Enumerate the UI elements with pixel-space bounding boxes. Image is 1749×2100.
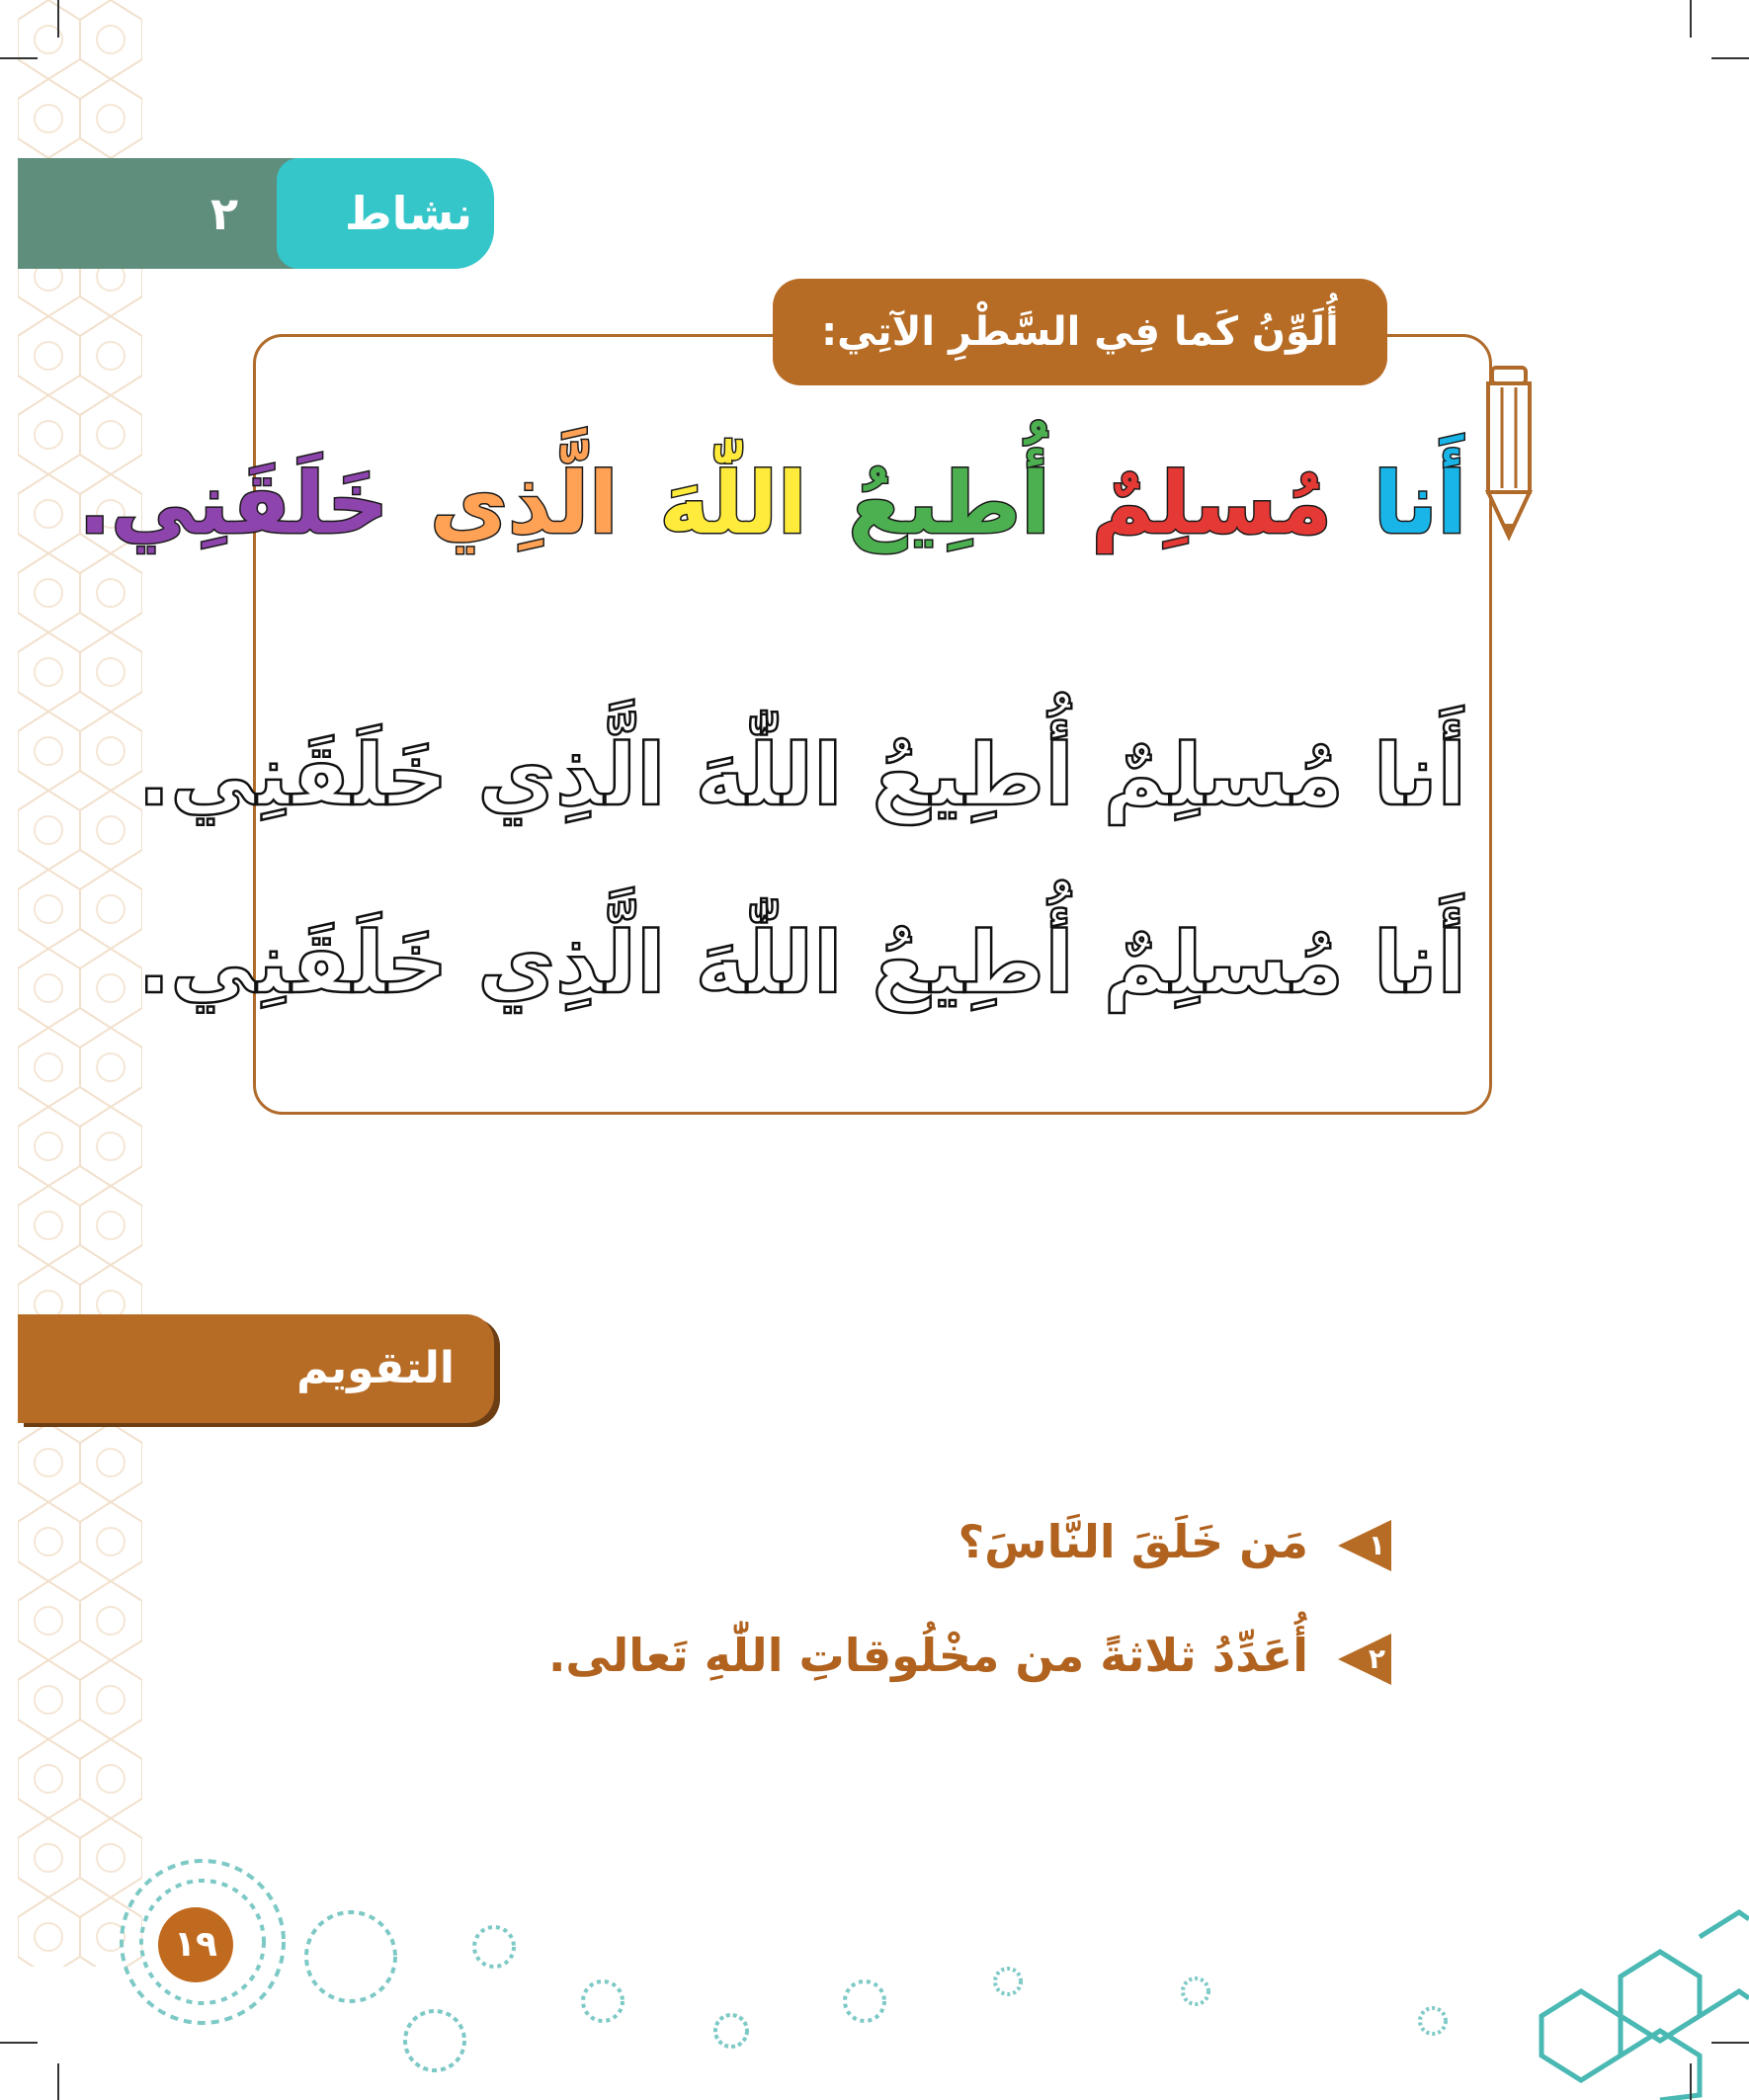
question-number: ٢ <box>1368 1641 1385 1675</box>
crop-mark <box>57 0 59 38</box>
word-allah: اللّٰهَ <box>659 455 807 553</box>
pencil-icon <box>1476 364 1541 544</box>
question-number: ١ <box>1368 1528 1385 1561</box>
outline-sentence-text: أَنا مُسلِمٌ أُطِيعُ اللّٰهَ الَّذِي خَلَقَنِي. <box>137 914 1466 1013</box>
evaluation-label: التقويم <box>296 1343 455 1393</box>
crop-mark <box>0 57 38 59</box>
colored-sample-sentence <box>78 435 1472 573</box>
crop-mark <box>1711 2042 1749 2044</box>
activity-label: نشاط <box>344 187 472 240</box>
question-2 <box>395 1616 1393 1695</box>
crop-mark <box>1690 0 1692 38</box>
question-text: أُعَدِّدُ ثلاثةً من مخْلُوقاتِ اللّٰهِ تَعالى. <box>547 1629 1308 1682</box>
crop-mark <box>1690 2063 1692 2100</box>
activity-label-tab <box>277 158 494 269</box>
word-muslim: مُسلِمٌ <box>1091 455 1332 553</box>
question-text: مَن خَلَقَ النَّاسَ؟ <box>958 1515 1308 1568</box>
crop-mark <box>1711 57 1749 59</box>
word-ana: أَنا <box>1373 455 1466 553</box>
question-1 <box>395 1502 1393 1581</box>
decorative-pattern-strip <box>18 0 142 1967</box>
outline-practice-line-1[interactable] <box>137 707 1472 845</box>
word-khalaqani: خَلَقَنِي. <box>78 455 389 553</box>
question-marker-icon <box>1334 1516 1393 1575</box>
activity-number-tab <box>18 158 314 269</box>
word-utiu: أُطِيعُ <box>848 455 1050 553</box>
word-alladhi: الَّذِي <box>430 455 619 553</box>
question-marker-icon <box>1334 1630 1393 1689</box>
evaluation-header <box>18 1314 494 1423</box>
activity-number: ٢ <box>210 187 239 240</box>
page-number-badge: ١٩ <box>158 1907 233 1982</box>
outline-practice-line-2[interactable] <box>137 894 1472 1033</box>
crop-mark <box>57 2063 59 2100</box>
footer-rosette-decoration <box>99 1828 1749 2100</box>
outline-sentence-text: أَنا مُسلِمٌ أُطِيعُ اللّٰهَ الَّذِي خَلَقَنِي. <box>137 726 1466 825</box>
crop-mark <box>0 2042 38 2044</box>
activity-header <box>18 158 494 269</box>
instruction-banner: أُلَوِّنُ كَما فِي السَّطْرِ الآتِي: <box>773 279 1387 385</box>
